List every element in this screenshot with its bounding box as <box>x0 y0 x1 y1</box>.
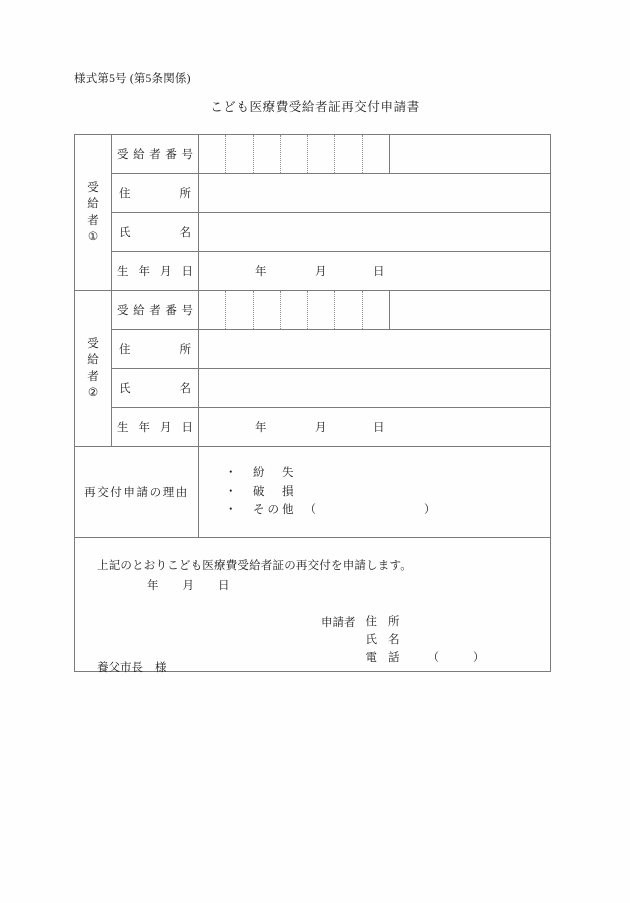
label-char: 氏 <box>119 227 131 239</box>
reason-option-lost[interactable] <box>225 464 436 483</box>
recipient-2-number-label <box>112 291 199 330</box>
table-row <box>75 408 551 447</box>
applicant-tel-label <box>366 650 400 668</box>
label-char: 日 <box>181 266 193 278</box>
paren-open: （ <box>427 651 439 664</box>
dob-year-unit: 年 <box>255 422 267 434</box>
table-row <box>75 135 551 174</box>
applicant-address-row[interactable] <box>366 614 485 632</box>
table-row <box>75 174 551 213</box>
date-day-unit: 日 <box>218 580 230 592</box>
dob-day-unit: 日 <box>373 422 385 434</box>
dob-month-unit: 月 <box>315 266 327 278</box>
applicant-name-row[interactable] <box>366 632 485 650</box>
applicant-fields <box>366 614 485 667</box>
bullet-icon: ・ <box>225 485 237 498</box>
reason-options[interactable] <box>199 447 551 538</box>
label-char: 号 <box>181 305 193 317</box>
label-char: 所 <box>179 344 191 356</box>
marker-char: 受 <box>87 181 99 194</box>
applicant-tel-row[interactable] <box>366 650 485 668</box>
label-char: 受 <box>117 149 129 161</box>
number-digit-cell[interactable] <box>281 135 308 173</box>
label-char: 住 <box>365 616 377 628</box>
recipient-1-number-label <box>112 135 199 174</box>
paren-close: ） <box>473 651 485 664</box>
label-char: 所 <box>388 616 400 628</box>
reason-option-label: 紛 失 <box>253 467 297 480</box>
recipient-number-boxes[interactable] <box>199 291 390 329</box>
addressee-name: 養父市長 <box>97 662 143 674</box>
marker-char: 給 <box>87 354 99 367</box>
date-year-unit: 年 <box>147 580 159 592</box>
label-char: 日 <box>181 422 193 434</box>
recipient-number-boxes[interactable] <box>199 135 390 173</box>
marker-char: 者 <box>87 370 99 383</box>
dob-year-unit: 年 <box>255 266 267 278</box>
table-body <box>75 135 551 672</box>
table-row <box>75 252 551 291</box>
statement-date-line[interactable] <box>147 577 230 593</box>
statement-block <box>75 538 551 672</box>
number-digit-cell[interactable] <box>308 135 335 173</box>
label-char: 年 <box>138 422 150 434</box>
form-code: 様式第5号 (第5条関係) <box>74 73 191 85</box>
label-char: 住 <box>119 188 131 200</box>
label-char: 所 <box>179 188 191 200</box>
table-row <box>75 538 551 672</box>
number-digit-cell[interactable] <box>335 291 362 329</box>
label-char: 氏 <box>119 383 131 395</box>
label-char: 名 <box>179 383 191 395</box>
number-digit-cell[interactable] <box>199 291 226 329</box>
bullet-icon: ・ <box>225 504 237 517</box>
recipient-2-number-field[interactable] <box>199 291 551 330</box>
number-digit-cell[interactable] <box>281 291 308 329</box>
number-digit-cell[interactable] <box>335 135 362 173</box>
recipient-1-dob-field[interactable] <box>199 252 551 291</box>
recipient-number-remainder[interactable] <box>390 291 550 329</box>
number-digit-cell[interactable] <box>226 291 253 329</box>
recipient-2-marker <box>75 291 112 447</box>
number-digit-cell[interactable] <box>254 135 281 173</box>
recipient-1-number-field[interactable] <box>199 135 551 174</box>
table-row <box>75 447 551 538</box>
number-digit-cell[interactable] <box>308 291 335 329</box>
recipient-1-address-field[interactable] <box>199 174 551 213</box>
recipient-2-address-field[interactable] <box>199 330 551 369</box>
application-table <box>74 134 551 672</box>
recipient-1-dob-label <box>112 252 199 291</box>
number-digit-cell[interactable] <box>363 291 389 329</box>
label-char: 話 <box>388 651 400 664</box>
recipient-2-dob-field[interactable] <box>199 408 551 447</box>
reason-other-paren-open: （ <box>304 504 316 517</box>
applicant-section <box>321 614 485 667</box>
statement-text: 上記のとおりこども医療費受給者証の再交付を申請します。 <box>97 560 412 572</box>
label-char: 番 <box>165 149 177 161</box>
label-char: 給 <box>133 305 145 317</box>
addressee-honorific: 様 <box>155 662 167 674</box>
label-char: 生 <box>117 422 129 434</box>
table-row <box>75 291 551 330</box>
number-digit-cell[interactable] <box>254 291 281 329</box>
label-char: 月 <box>160 422 172 434</box>
recipient-2-address-label <box>112 330 199 369</box>
number-digit-cell[interactable] <box>199 135 226 173</box>
label-char: 名 <box>388 633 400 646</box>
label-char: 号 <box>181 149 193 161</box>
recipient-2-name-label <box>112 369 199 408</box>
reason-option-label: 破 損 <box>253 485 297 498</box>
table-row <box>75 213 551 252</box>
number-digit-cell[interactable] <box>363 135 389 173</box>
label-char: 名 <box>179 227 191 239</box>
addressee <box>97 659 167 675</box>
label-char: 年 <box>138 266 150 278</box>
recipient-number-remainder[interactable] <box>390 135 550 173</box>
reason-label: 再交付申請の理由 <box>75 447 199 538</box>
reason-option-damaged[interactable] <box>225 483 436 502</box>
dob-month-unit: 月 <box>315 422 327 434</box>
marker-char: ② <box>87 386 99 399</box>
bullet-icon: ・ <box>225 467 237 480</box>
applicant-address-label <box>366 614 400 632</box>
applicant-label: 申請者 <box>321 617 356 629</box>
label-char: 月 <box>160 266 172 278</box>
number-digit-cell[interactable] <box>226 135 253 173</box>
label-char: 住 <box>119 344 131 356</box>
dob-day-unit: 日 <box>373 266 385 278</box>
recipient-1-name-field[interactable] <box>199 213 551 252</box>
page-title: こども医療費受給者証再交付申請書 <box>210 100 420 114</box>
recipient-1-marker <box>75 135 112 291</box>
label-char: 電 <box>365 651 377 664</box>
recipient-2-dob-label <box>112 408 199 447</box>
marker-char: 者 <box>87 214 99 227</box>
recipient-2-name-field[interactable] <box>199 369 551 408</box>
label-char: 給 <box>133 149 145 161</box>
reason-option-label: その他 <box>253 504 297 517</box>
label-char: 者 <box>149 149 161 161</box>
label-char: 番 <box>165 305 177 317</box>
reason-other-paren-close: ） <box>424 504 436 517</box>
applicant-name-label <box>366 632 400 650</box>
applicant-tel-paren <box>428 650 485 668</box>
label-char: 生 <box>117 266 129 278</box>
recipient-1-address-label <box>112 174 199 213</box>
recipient-1-name-label <box>112 213 199 252</box>
marker-char: 給 <box>87 198 99 211</box>
table-row <box>75 369 551 408</box>
date-month-unit: 月 <box>182 580 194 592</box>
label-char: 氏 <box>365 633 377 646</box>
marker-char: 受 <box>87 337 99 350</box>
marker-char: ① <box>87 230 99 243</box>
table-row <box>75 330 551 369</box>
label-char: 受 <box>117 305 129 317</box>
label-char: 者 <box>149 305 161 317</box>
reason-option-other[interactable] <box>225 501 436 520</box>
